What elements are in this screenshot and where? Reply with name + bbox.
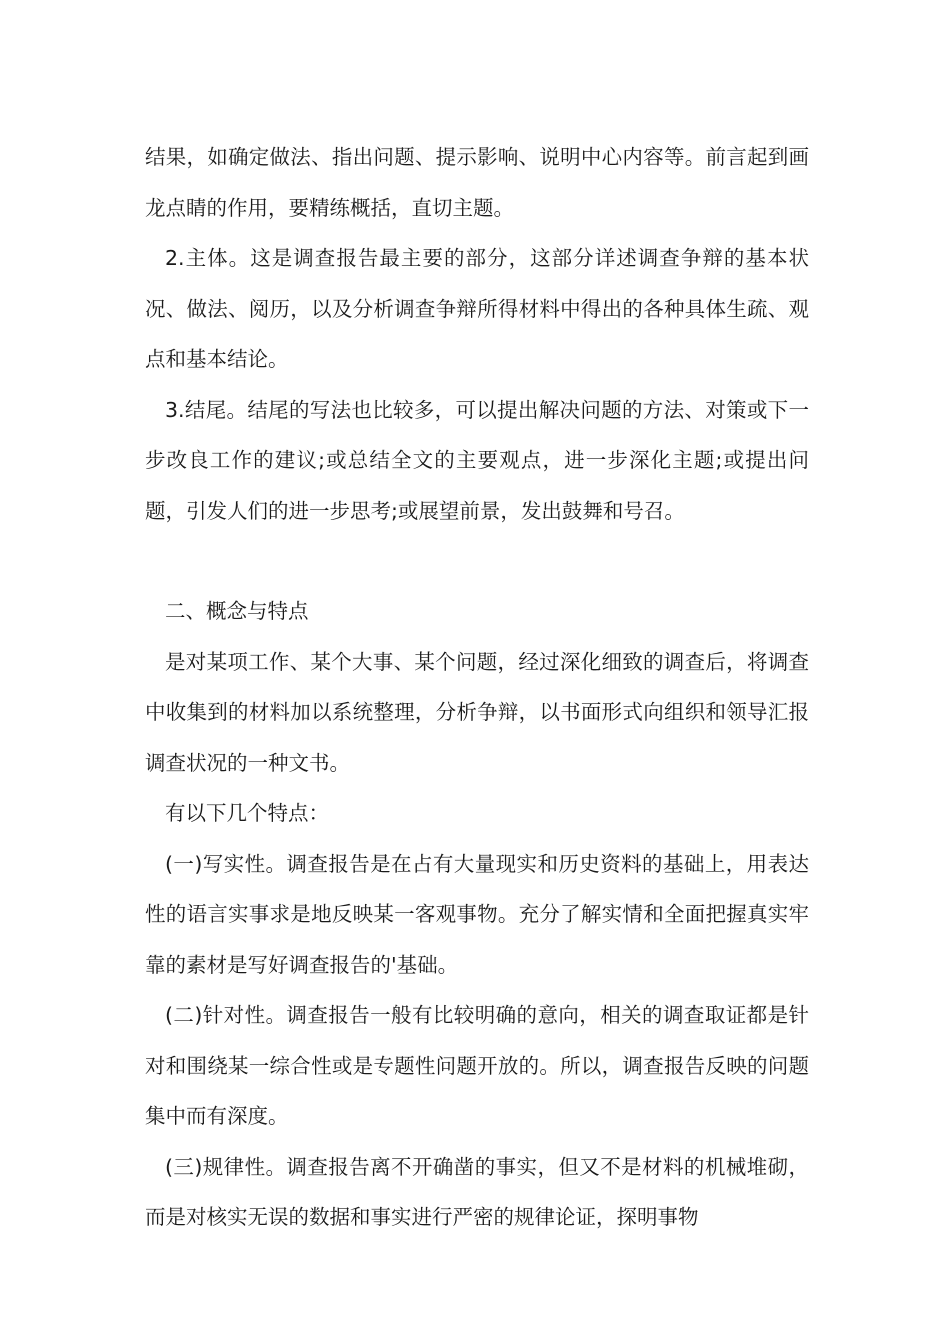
- paragraph-feature-targeted: (二)针对性。调查报告一般有比较明确的意向，相关的调查取证都是针对和围绕某一综合性或是专题性问题开放的。所以，调查报告反映的问题集中而有深度。: [145, 1003, 809, 1128]
- blank-line: [145, 536, 809, 586]
- paragraph-definition: 是对某项工作、某个大事、某个问题，经过深化细致的调查后，将调查中收集到的材料加以系统整理，分析争辩，以书面形式向组织和领导汇报调查状况的一种文书。: [145, 649, 809, 775]
- paragraph-ending-section: 3.结尾。结尾的写法也比较多，可以提出解决问题的方法、对策或下一步改良工作的建议;或总结全文的主要观点，进一步深化主题;或提出问题，引发人们的进一步思考;或展望前景，发出鼓舞和号召。: [145, 397, 809, 523]
- section-heading-concept: 二、概念与特点: [165, 599, 309, 623]
- paragraph-body-section: 2.主体。这是调查报告最主要的部分，这部分详述调查争辩的基本状况、做法、阅历，以及分析调查争辩所得材料中得出的各种具体生疏、观点和基本结论。: [145, 246, 809, 371]
- paragraph-feature-logic: (三)规律性。调查报告离不开确凿的事实，但又不是材料的机械堆砌，而是对核实无误的数据和事实进行严密的规律论证，探明事物: [145, 1154, 809, 1229]
- document-body: [145, 132, 809, 1243]
- paragraph-features-intro: 有以下几个特点：: [165, 801, 329, 825]
- paragraph-feature-realism: (一)写实性。调查报告是在占有大量现实和历史资料的基础上，用表达性的语言实事求是地反映某一客观事物。充分了解实情和全面把握真实牢靠的素材是写好调查报告的'基础。: [145, 851, 809, 977]
- paragraph-preface-end: 结果，如确定做法、指出问题、提示影响、说明中心内容等。前言起到画龙点睛的作用，要精练概括，直切主题。: [145, 145, 809, 220]
